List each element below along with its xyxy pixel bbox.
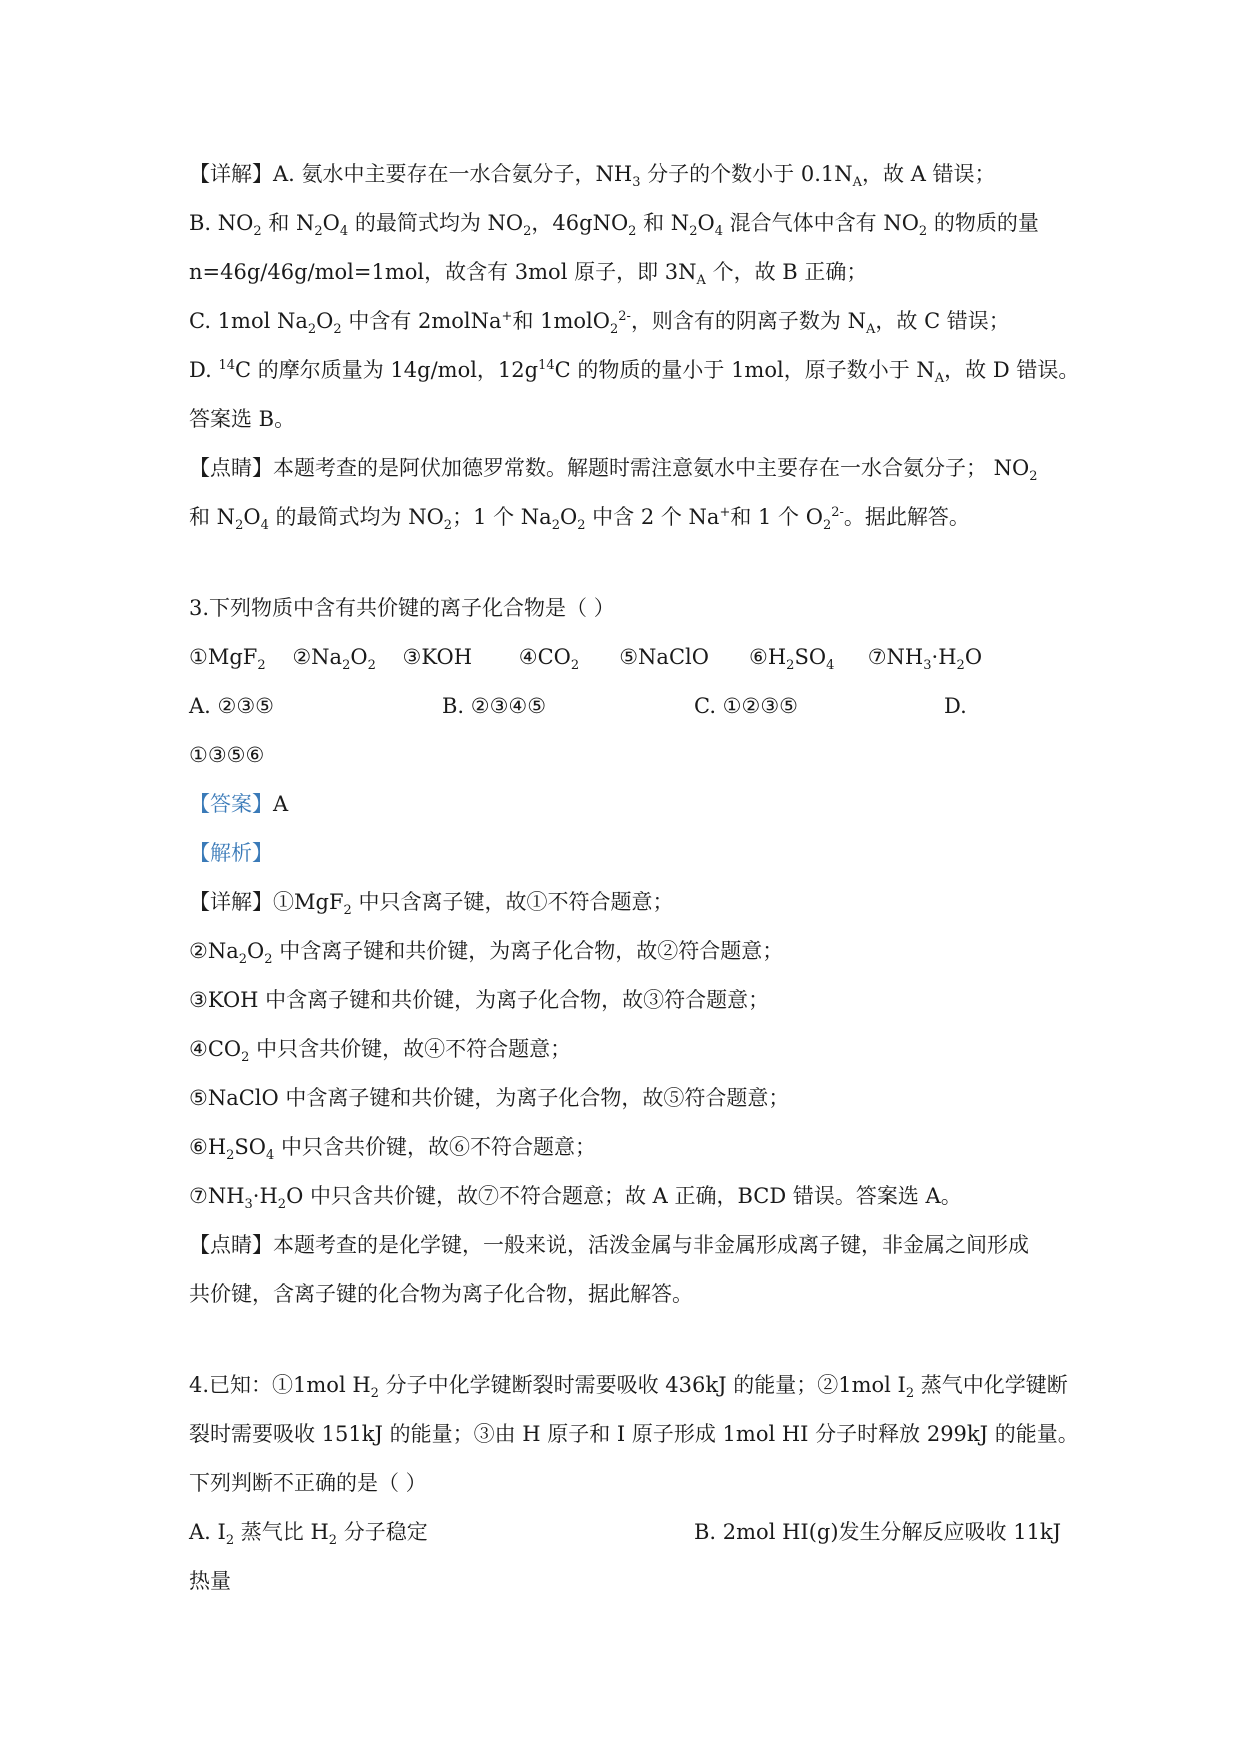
question-4-stem-2: 裂时需要吸收 151kJ 的能量；③由 H 原子和 I 原子形成 1mol HI 分子时释放 299kJ 的能量。 xyxy=(189,1422,1079,1446)
answer-heading: 【答案】A xyxy=(189,792,289,816)
q3-detail-5: ⑤NaClO 中含离子键和共价键，为离子化合物，故⑤符合题意； xyxy=(189,1086,790,1110)
option-c: C. ①②③⑤ xyxy=(694,694,798,718)
q3-detail-4: $④CO_2$ 中只含共价键，故④不符合题意； xyxy=(189,1037,572,1066)
detail-line-d: D. $^{14}$C 的摩尔质量为 14g/mol，$12g^{14}C$ 的物质的量小于 1mol，原子数小于 $N_A$，故 D 错误。 xyxy=(189,358,1080,387)
option-a: A. ②③⑤ xyxy=(189,694,274,718)
question-4-stem-1: 4.已知：①1mol $H_2$ 分子中化学键断裂时需要吸收 436kJ 的能量；②1mol $I_2$ 蒸气中化学键断 xyxy=(189,1373,1068,1402)
note-line-1: 【点睛】本题考查的是阿伏加德罗常数。解题时需注意氨水中主要存在一水合氨分子； $NO_2$ xyxy=(189,456,1038,485)
question-3-options xyxy=(189,682,1059,731)
option-b-continued: 热量 xyxy=(189,1569,231,1593)
detail-line-b: B. $NO_2$ 和 $N_2O_4$ 的最简式均为 $NO_2$，46gNO$_2$ 和 $N_2O_4$ 混合气体中含有 $NO_2$ 的物质的量 xyxy=(189,211,1039,240)
note-line-2: 和 $N_2O_4$ 的最简式均为 $NO_2$；1 个 $Na_2O_2$ 中含 2 个 Na+和 1 个 $O_2^{2-}$。据此解答。 xyxy=(189,505,970,534)
document-page xyxy=(189,150,1080,1606)
q3-detail-6: $⑥H_2SO_4$ 中只含共价键，故⑥不符合题意； xyxy=(189,1135,596,1164)
question-4-stem-3: 下列判断不正确的是（ ） xyxy=(189,1471,427,1495)
q3-note-2: 共价键，含离子键的化合物为离子化合物，据此解答。 xyxy=(189,1282,693,1306)
option-b: B. 2mol HI(g)发生分解反应吸收 11kJ xyxy=(694,1520,1062,1544)
option-d-continued: ①③⑤⑥ xyxy=(189,743,265,767)
option-a: A. $I_2$ 蒸气比 $H_2$ 分子稳定 xyxy=(189,1520,428,1549)
question-4-options xyxy=(189,1508,1062,1557)
question-3-stem: 3.下列物质中含有共价键的离子化合物是（ ） xyxy=(189,596,615,620)
q3-detail-1: 【详解】①MgF$_2$ 中只含离子键，故①不符合题意； xyxy=(189,890,674,919)
q3-detail-3: ③KOH 中含离子键和共价键，为离子化合物，故③符合题意； xyxy=(189,988,770,1012)
detail-line-c: C. 1mol $Na_2O_2$ 中含有 2molNa+和 1molO$_2^{2-}$，则含有的阴离子数为 $N_A$，故 C 错误； xyxy=(189,309,1010,338)
analysis-heading: 【解析】 xyxy=(189,841,273,865)
option-d: D. xyxy=(944,694,967,718)
question-3-items: ①MgF$_2$ $②Na_2O_2$ ③KOH $④CO_2$ ⑤NaClO $⑥H_2SO_4$ $⑦NH_3\cdot H_2O$ xyxy=(189,645,983,674)
q3-note-1: 【点睛】本题考查的是化学键，一般来说，活泼金属与非金属形成离子键，非金属之间形成 xyxy=(189,1233,1029,1257)
detail-line-b2: n=46g/46g/mol=1mol，故含有 3mol 原子，即 $3N_A$ 个，故 B 正确； xyxy=(189,260,868,289)
q3-detail-2: $②Na_2O_2$ 中含离子键和共价键，为离子化合物，故②符合题意； xyxy=(189,939,784,968)
answer-line: 答案选 B。 xyxy=(189,407,296,431)
option-b: B. ②③④⑤ xyxy=(442,694,547,718)
q3-detail-7: $⑦NH_3\cdot H_2O$ 中只含共价键，故⑦不符合题意；故 A 正确，BCD 错误。答案选 A。 xyxy=(189,1184,962,1213)
detail-line-a: 【详解】A. 氨水中主要存在一水合氨分子，$NH_3$ 分子的个数小于 $0.1N_A$，故 A 错误； xyxy=(189,162,996,191)
